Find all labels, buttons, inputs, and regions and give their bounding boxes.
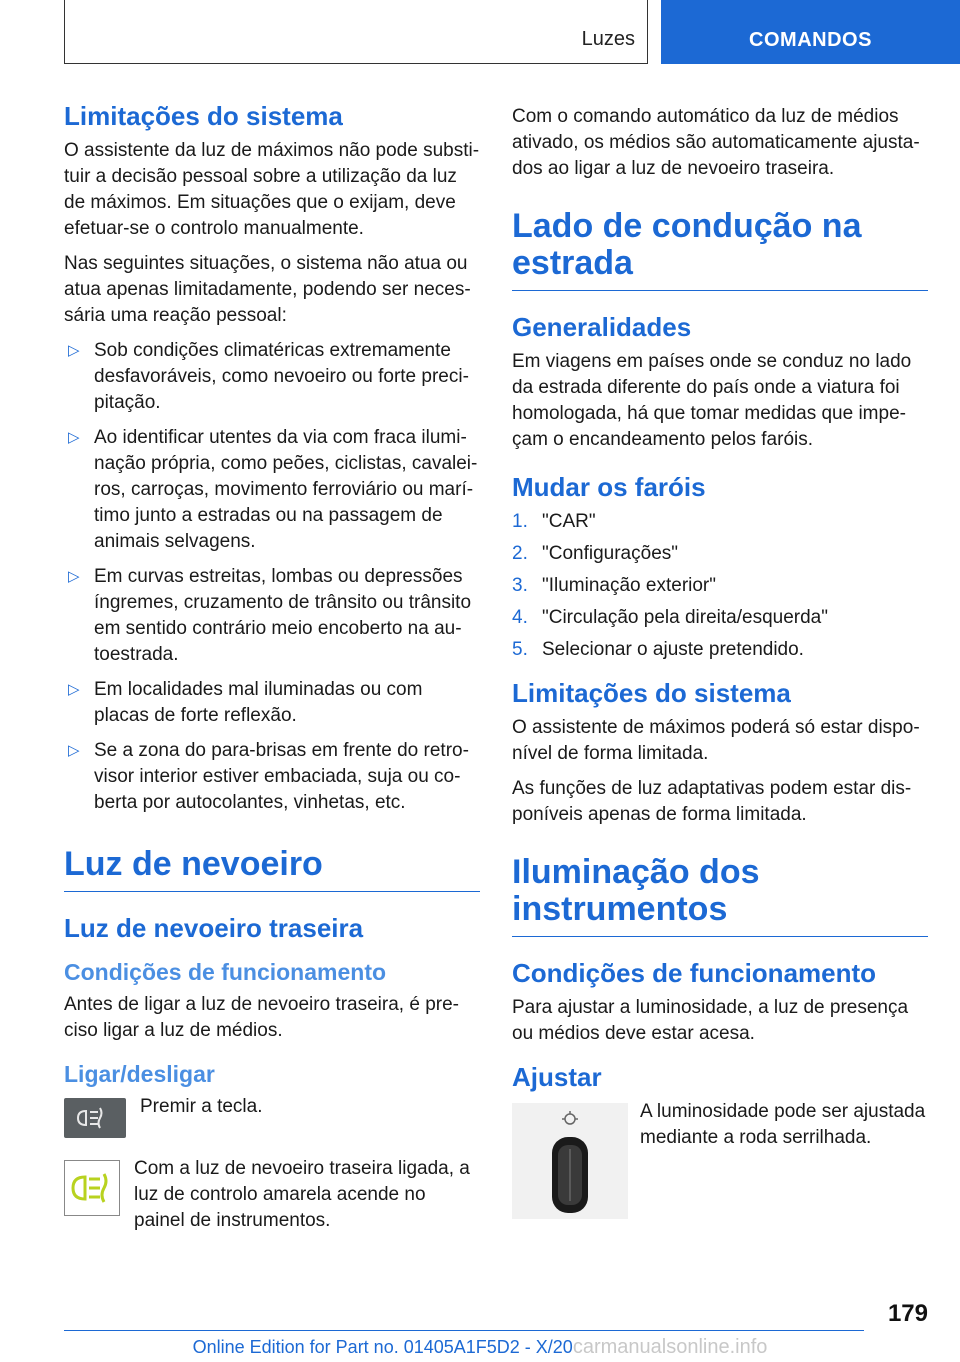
section-title: Luzes <box>581 28 635 50</box>
left-column <box>64 96 480 1244</box>
footer <box>0 1336 960 1359</box>
heading-limitacoes-2: Limitações do sistema <box>512 678 791 708</box>
triangle-bullet-icon: ▷ <box>68 568 80 585</box>
rear-fog-key-icon <box>64 1098 126 1138</box>
paragraph: O assistente da luz de máximos não pode substituir a decisão pessoal sobre a utilização da luz de máximos. Em situações que o exijam, deve efetuar-se o controlo manualmente. <box>64 140 480 239</box>
heading-mudar-farois: Mudar os faróis <box>512 472 706 502</box>
bullet-list <box>64 338 480 816</box>
list-item: 4. "Circulação pela direita/esquerda" <box>512 607 828 628</box>
triangle-bullet-icon: ▷ <box>68 342 80 359</box>
page-number: 179 <box>887 1300 928 1327</box>
thumbwheel-row <box>512 1099 928 1219</box>
paragraph: Para ajustar a luminosidade, a luz de presença ou médios deve estar acesa. <box>512 997 909 1044</box>
triangle-bullet-icon: ▷ <box>68 742 80 759</box>
right-column <box>512 96 928 1229</box>
thumbwheel-icon <box>512 1103 628 1219</box>
heading-condicoes: Condições de funcionamento <box>64 959 387 985</box>
list-item: ▷ Sob condições climatéricas extremamente desfavoráveis, como nevoeiro ou forte precipitação. <box>68 340 469 413</box>
heading-luz-nevoeiro: Luz de nevoeiro <box>64 846 480 892</box>
running-header-section <box>64 0 648 64</box>
fog-indicator-row <box>64 1156 480 1234</box>
edition-text: Online Edition for Part no. 01405A1F5D2 - X/20 <box>192 1337 573 1357</box>
heading-iluminacao-instrumentos: Iluminação dos instrumentos <box>512 854 928 937</box>
heading-condicoes-2: Condições de funcionamento <box>512 958 877 988</box>
paragraph: Com a luz de nevoeiro traseira ligada, a luz de controlo amarela acende no painel de instrumentos. <box>134 1158 470 1231</box>
list-item: 3. "Iluminação exterior" <box>512 575 717 596</box>
rear-fog-indicator-icon <box>64 1160 120 1216</box>
footer-divider <box>64 1330 864 1331</box>
paragraph: Antes de ligar a luz de nevoeiro traseira, é preciso ligar a luz de médios. <box>64 994 459 1041</box>
paragraph: O assistente de máximos poderá só estar disponível de forma limitada. <box>512 717 920 764</box>
list-item: 5. Selecionar o ajuste pretendido. <box>512 639 804 660</box>
list-item: ▷ Em curvas estreitas, lombas ou depressões íngremes, cruzamento de trânsito ou trânsito em sentido contrário meio encoberto na autoestrada. <box>68 566 472 665</box>
triangle-bullet-icon: ▷ <box>68 429 80 446</box>
list-item: 2. "Configurações" <box>512 543 679 564</box>
triangle-bullet-icon: ▷ <box>68 681 80 698</box>
list-item: ▷ Se a zona do para-brisas em frente do retrovisor interior estiver embaciada, suja ou coberta por autocolantes, vinhetas, etc. <box>68 740 469 813</box>
heading-luz-nevoeiro-traseira: Luz de nevoeiro traseira <box>64 913 364 943</box>
fog-key-row <box>64 1094 480 1138</box>
steps-list <box>512 509 928 663</box>
heading-lado-conducao: Lado de condução na estrada <box>512 208 928 291</box>
paragraph: Em viagens em países onde se conduz no lado da estrada diferente do país onde a viatura foi homologada, há que tomar medidas que impeçam o encandeamento pelos faróis. <box>512 351 912 450</box>
heading-ajustar: Ajustar <box>512 1062 602 1092</box>
watermark: carmanualsonline.info <box>572 1336 768 1358</box>
list-item: ▷ Ao identificar utentes da via com fraca iluminação própria, como peões, ciclistas, cavaleiros, carroças, movimento ferroviário ou marítimo junto a estradas ou na passagem de animais selvagens. <box>68 427 478 552</box>
paragraph: As funções de luz adaptativas podem estar disponíveis apenas de forma limitada. <box>512 778 912 825</box>
paragraph: A luminosidade pode ser ajustada mediante a roda serrilhada. <box>640 1101 926 1148</box>
paragraph: Premir a tecla. <box>140 1096 263 1117</box>
chapter-title: COMANDOS <box>749 29 872 51</box>
paragraph: Com o comando automático da luz de médios ativado, os médios são automaticamente ajustados ao ligar a luz de nevoeiro traseira. <box>512 106 920 179</box>
heading-generalidades: Generalidades <box>512 312 692 342</box>
heading-limitacoes: Limitações do sistema <box>64 101 343 131</box>
chapter-tab <box>661 0 960 64</box>
list-item: 1. "CAR" <box>512 511 596 532</box>
list-item: ▷ Em localidades mal iluminadas ou com placas de forte reflexão. <box>68 679 423 726</box>
paragraph: Nas seguintes situações, o sistema não atua ou atua apenas limitadamente, podendo ser necessária uma reação pessoal: <box>64 253 471 326</box>
heading-ligar-desligar: Ligar/desligar <box>64 1061 215 1087</box>
